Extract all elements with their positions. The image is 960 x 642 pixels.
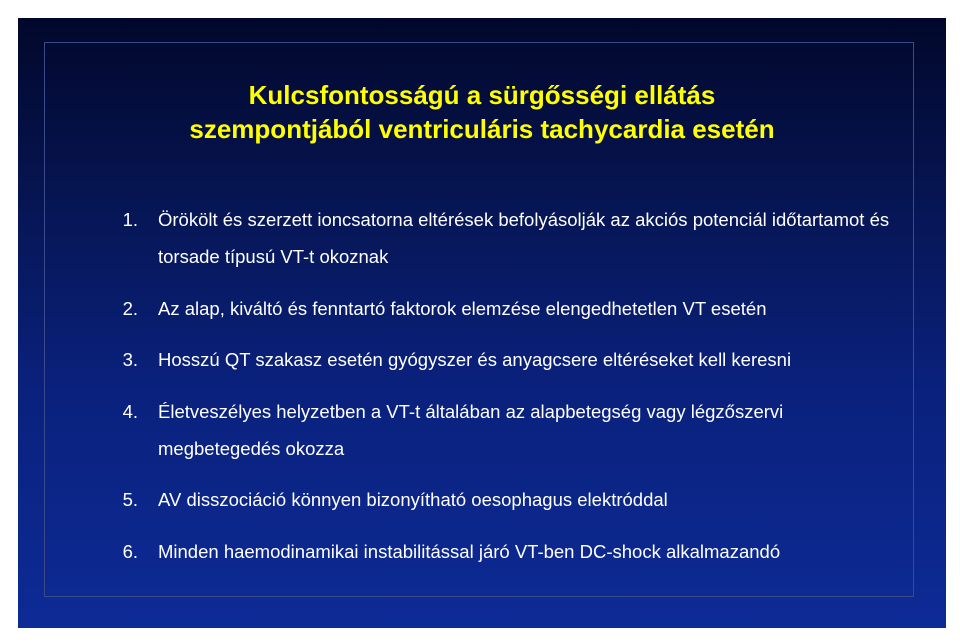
list-item-text: Minden haemodinamikai instabilitással járó VT-ben DC-shock alkalmazandó — [158, 540, 781, 562]
slide — [18, 18, 946, 628]
numbered-list — [98, 201, 898, 584]
list-item-1 — [98, 201, 898, 275]
list-item-number: 1. — [122, 209, 138, 230]
list-item-3 — [98, 341, 898, 378]
list-item-text: Életveszélyes helyzetben a VT-t általában az alapbetegség vagy légzőszervi megbetegedés okozza — [158, 400, 784, 459]
list-item-2 — [98, 290, 898, 327]
list-item-6 — [98, 533, 898, 570]
list-item-4 — [98, 393, 898, 467]
list-item-number: 5. — [122, 489, 138, 510]
list-item-number: 3. — [122, 349, 138, 370]
list-item-text: Örökölt és szerzett ioncsatorna eltérések befolyásolják az akciós potenciál időtartamot és torsade típusú VT-t okoznak — [158, 209, 890, 267]
title-line-1: Kulcsfontosságú a sürgősségi ellátás — [248, 80, 716, 110]
list-item-text: AV disszociáció könnyen bizonyítható oesophagus elektróddal — [158, 489, 668, 510]
slide-title — [18, 78, 946, 146]
list-item-text: Az alap, kiváltó és fenntartó faktorok elemzése elengedhetetlen VT esetén — [158, 297, 767, 319]
title-line-2: szempontjából ventriculáris tachycardia esetén — [189, 114, 775, 144]
list-item-number: 2. — [122, 297, 138, 319]
list-item-text: Hosszú QT szakasz esetén gyógyszer és anyagcsere eltéréseket kell keresni — [158, 349, 792, 370]
list-item-number: 4. — [122, 400, 138, 422]
list-item-number: 6. — [122, 540, 138, 562]
list-item-5 — [98, 481, 898, 518]
